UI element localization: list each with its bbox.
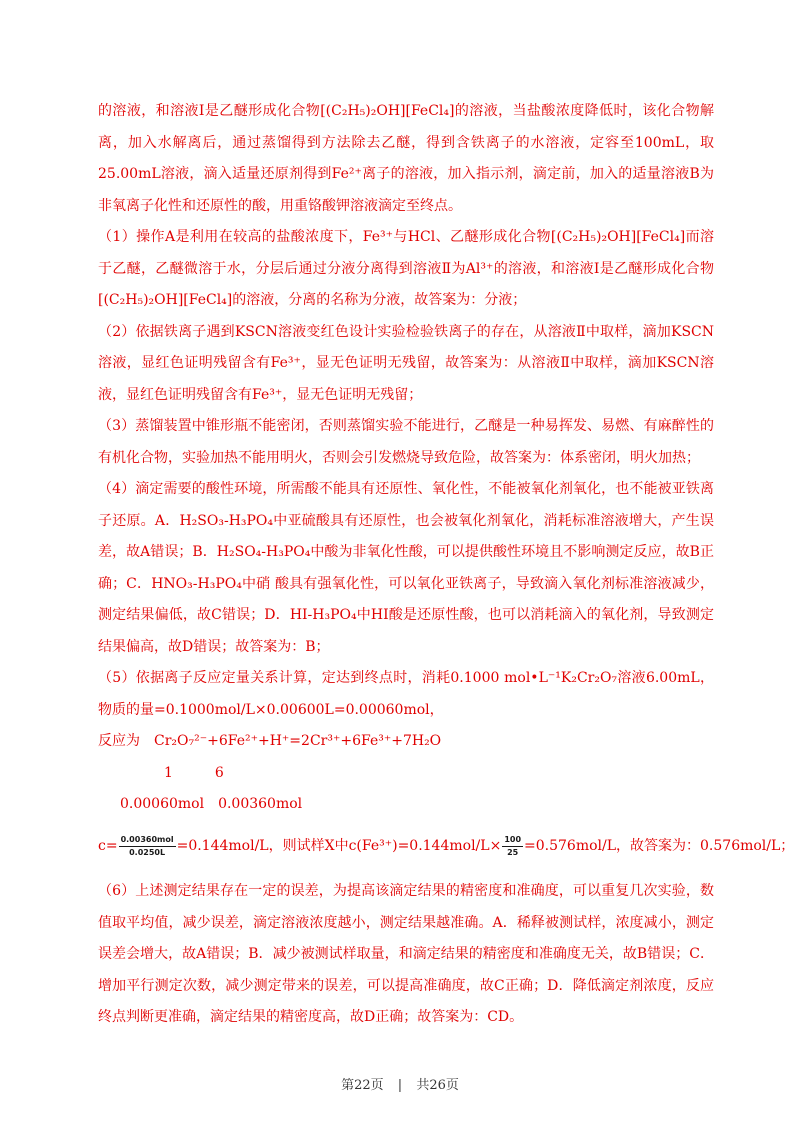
paragraph-answer-6: （6）上述测定结果存在一定的误差，为提高该滴定结果的精密度和准确度，可以重复几次实验，数值取平均值，减少误差，滴定溶液浓度越小，测定结果越准确。A．稀释被测试样，浓度减小，测定误差会增大，故A错误；B．减少被测试样取量，和滴定结果的精密度和准确度无关，故B错误；C．增加平行测定次数，减少测定带来的误差，可以提高准确度，故C正确；D．降低滴定剂浓度，反应终点判断更准确，滴定结果的精密度高，故D正确；故答案为：CD。: [98, 883, 714, 1025]
paragraph-answer-5: （5）依据离子反应定量关系计算，定达到终点时，消耗0.1000 mol•L⁻¹K₂Cr₂O₇溶液6.00mL，物质的量=0.1000mol/L×0.00600L=0.00060mol，: [98, 670, 714, 718]
footer-separator: |: [397, 1078, 403, 1093]
fraction-denominator: 0.0250L: [129, 847, 166, 857]
paragraph-answer-1: （1）操作A是利用在较高的盐酸浓度下，Fe³⁺与HCl、乙醚形成化合物[(C₂H₅)₂OH][FeCl₄]而溶于乙醚，乙醚微溶于水，分层后通过分液分离得到溶液Ⅱ为Al³⁺的溶液，和溶液Ⅰ是乙醚形成化合物[(C₂H₅)₂OH][FeCl₄]的溶液，分离的名称为分液，故答案为：分液；: [98, 229, 714, 308]
fraction-concentration: [119, 834, 176, 859]
reaction-amounts: 0.00060mol 0.00360mol: [120, 796, 303, 812]
formula-c-label: c=: [98, 837, 118, 854]
reaction-equation: 反应为 Cr₂O₇²⁻+6Fe²⁺+H⁺=2Cr³⁺+6Fe³⁺+7H₂O: [98, 733, 442, 749]
fraction-dilution: [502, 834, 523, 859]
fraction-numerator: 100: [502, 834, 523, 847]
page-footer: [0, 1074, 800, 1093]
page-number-total: 共26页: [416, 1078, 459, 1093]
reaction-ratio: 1 6: [164, 764, 224, 781]
paragraph-intro: 的溶液，和溶液Ⅰ是乙醚形成化合物[(C₂H₅)₂OH][FeCl₄]的溶液，当盐酸浓度降低时，该化合物解离，加入水解离后，通过蒸馏得到方法除去乙醚，得到含铁离子的水溶液，定容至100mL，取25.00mL溶液，滴入适量还原剂得到Fe²⁺离子的溶液，加入指示剂，滴定前，加入的适量溶液B为非氧离子化性和还原性的酸，用重铬酸钾溶液滴定至终点。: [98, 103, 714, 214]
solution-text: [98, 96, 795, 1034]
paragraph-answer-3: （3）蒸馏装置中锥形瓶不能密闭，否则蒸馏实验不能进行，乙醚是一种易挥发、易燃、有麻醉性的有机化合物，实验加热不能用明火，否则会引发燃烧导致危险，故答案为：体系密闭，明火加热；: [98, 418, 714, 466]
paragraph-answer-4: （4）滴定需要的酸性环境，所需酸不能具有还原性、氧化性，不能被氧化剂氧化，也不能被亚铁离子还原。A．H₂SO₃-H₃PO₄中亚硫酸具有还原性，也会被氧化剂氧化，消耗标准溶液增大，产生误差，故A错误；B．H₂SO₄-H₃PO₄中酸为非氧化性酸，可以提供酸性环境且不影响测定反应，故B正确；C．HNO₃-H₃PO₄中硝 酸具有强氧化性，可以氧化亚铁离子，导致滴入氧化剂标准溶液减少，测定结果偏低，故C错误；D．HI-H₃PO₄中HI酸是还原性酸，也可以消耗滴入的氧化剂，导致测定结果偏高，故D错误；故答案为：B；: [98, 481, 714, 655]
fraction-denominator: 25: [507, 847, 519, 857]
concentration-formula: [98, 831, 795, 863]
paragraph-answer-2: （2）依据铁离子遇到KSCN溶液变红色设计实验检验铁离子的存在，从溶液Ⅱ中取样，滴加KSCN溶液，显红色证明残留含有Fe³⁺，显无色证明无残留，故答案为：从溶液Ⅱ中取样，滴加KSCN溶液，显红色证明残留含有Fe³⁺，显无色证明无残留；: [98, 323, 714, 403]
page-number-current: 第22页: [341, 1078, 384, 1093]
fraction-numerator: 0.00360mol: [119, 834, 176, 847]
formula-middle: =0.144mol/L，则试样X中c(Fe³⁺)=0.144mol/L×: [176, 837, 502, 854]
formula-result: =0.576mol/L，故答案为：0.576mol/L；: [524, 837, 795, 854]
